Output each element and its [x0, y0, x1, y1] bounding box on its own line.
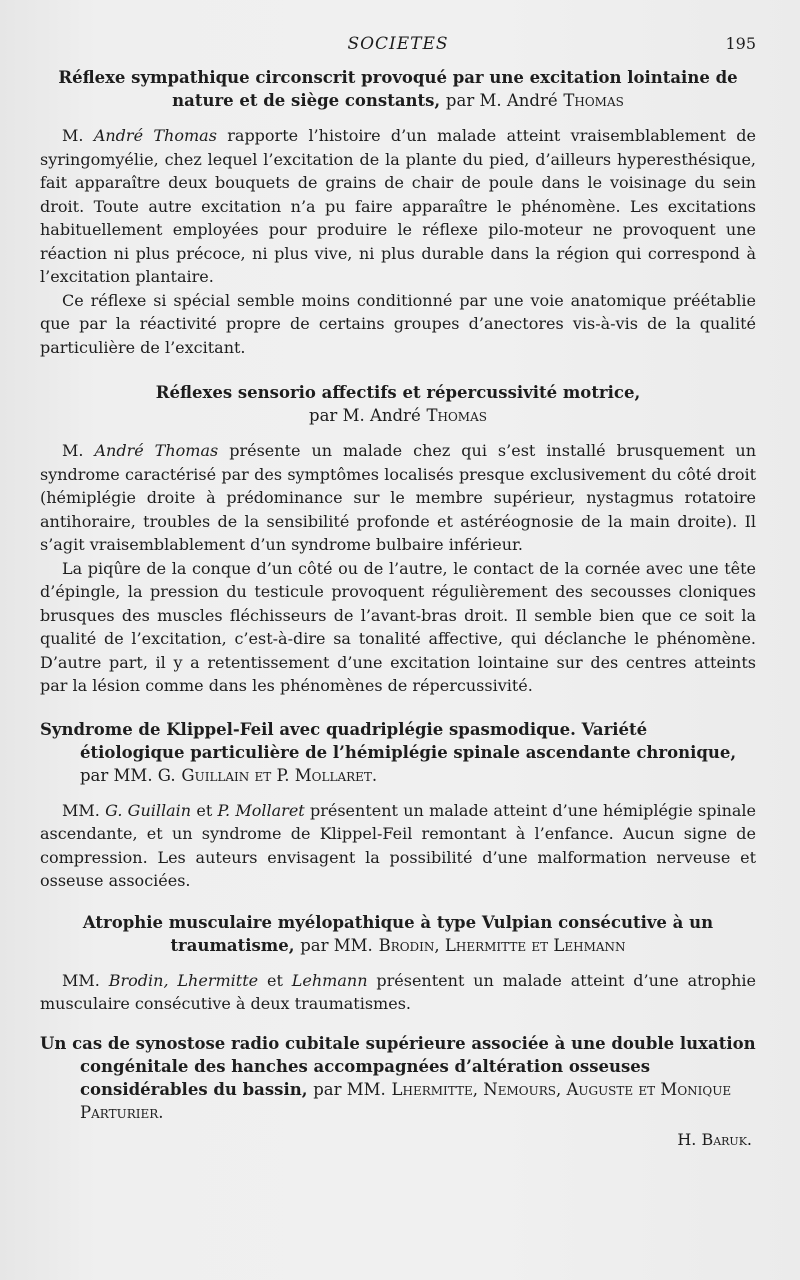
- section-title: [40, 381, 756, 427]
- author-name: Guillain et P. Mollaret.: [181, 765, 378, 785]
- section-atrophie-musculaire: [40, 911, 756, 1016]
- author-italic: P. Mollaret: [217, 800, 305, 820]
- para-text: présente un malade chez qui s’est installé brusquement un syndrome caractérisé par des symptômes localisés presque exclusivement du côté droit (hémiplégie droite à prédominance sur le membre supérieur, nystagmus rotatoire antihoraire, troubles de la sensibilité profonde et astéréognosie de la main droite). Il s’agit vraisemblablement d’un syndrome bulbaire inférieur.: [40, 441, 757, 554]
- paragraph: [40, 439, 756, 557]
- section-reflexes-sensorio: [40, 381, 756, 698]
- paragraph: [40, 969, 756, 1016]
- paragraph: [40, 124, 756, 289]
- title-text: Syndrome de Klippel-Feil avec quadriplégie spasmodique. Variété étiologique particulière de l’hémiplégie spinale ascendante chronique,: [40, 719, 737, 762]
- para-text: présentent un malade atteint d’une hémiplégie spinale ascendante, et un syndrome de Klippel-Feil remontant à l’enfance. Aucun signe de compression. Les auteurs envisagent la possibilité d’une malformation nerveuse et osseuse associées.: [40, 800, 757, 890]
- section-title: [40, 1032, 756, 1124]
- section-title: [40, 911, 756, 957]
- byline-prefix: par M. André: [309, 406, 421, 425]
- para-lead: M.: [62, 126, 84, 145]
- author-italic: Lehmann: [291, 970, 368, 990]
- section-klippel-feil: [40, 718, 756, 893]
- title-text: Un cas de synostose radio cubitale supérieure associée à une double luxation congénitale des hanches accompagnées d’altération osseuses considérables du bassin,: [40, 1033, 756, 1099]
- paragraph: Ce réflexe si spécial semble moins conditionné par une voie anatomique préétablie que par la réactivité propre de certains groupes d’anectores vis-à-vis de la qualité particulière de l’excitant.: [40, 290, 756, 357]
- author-italic: G. Guillain: [105, 800, 192, 820]
- para-text: rapporte l’histoire d’un malade atteint vraisemblablement de syringomyélie, chez lequel l’excitation de la plante du pied, d’ailleurs hyperesthésique, fait apparaître deux bouquets de grains de chair de poule dans le voisinage du sein droit. Toute autre excitation n’a pu faire apparaître le phénomène. Les excitations habituellement employées pour produire le réflexe pilo-moteur ne provoquent une réaction ni plus précoce, ni plus vive, ni plus durable dans la région qui correspond à l’excitation plantaire.: [40, 126, 756, 286]
- byline-prefix: par M. André: [445, 91, 558, 110]
- para-conj: et: [266, 970, 283, 990]
- byline-prefix: par MM.: [300, 935, 373, 955]
- section-body: [40, 124, 756, 359]
- section-title: [40, 718, 756, 787]
- section-body: [40, 969, 756, 1016]
- section-synostose: [40, 1032, 756, 1124]
- para-text: présentent un malade atteint d’une atrophie musculaire consécutive à deux traumatismes.: [40, 970, 756, 1013]
- para-lead: M.: [62, 441, 84, 460]
- author-name: Thomas: [563, 91, 624, 110]
- title-text: Atrophie musculaire myélopathique à type Vulpian consécutive à un traumatisme,: [82, 912, 714, 955]
- byline-prefix: par MM. G.: [80, 765, 176, 785]
- author-italic: André Thomas: [94, 441, 219, 460]
- signature: H. Baruk.: [677, 1129, 752, 1149]
- author-name: Brodin, Lhermitte et Lehmann: [378, 935, 626, 955]
- author-italic: Brodin, Lhermitte: [108, 970, 259, 990]
- para-lead: MM.: [62, 970, 100, 990]
- paragraph: [40, 799, 756, 893]
- paragraph: La piqûre de la conque d’un côté ou de l’autre, le contact de la cornée avec une tête d’épingle, la pression du testicule provoquent régulièrement des secousses cloniques brusques des muscles fléchisseurs de l’avant-bras droit. Il semble bien que ce soit la qualité de l’excitation, c’est-à-dire sa tonalité affective, qui déclanche le phénomène. D’autre part, il y a retentissement d’une excitation lointaine sur des centres atteints par la lésion comme dans les phénomènes de répercussivité.: [40, 558, 756, 695]
- page-number: 195: [725, 34, 756, 53]
- section-body: [40, 439, 756, 698]
- byline-prefix: par MM.: [313, 1079, 386, 1099]
- author-italic: André Thomas: [93, 126, 217, 145]
- title-text: Réflexes sensorio affectifs et répercussivité motrice,: [155, 383, 641, 402]
- section-body: [40, 799, 756, 893]
- page-header: [40, 30, 756, 58]
- section-title: [40, 66, 756, 112]
- author-name: Lhermitte, Nemours, Auguste et Monique Parturier.: [80, 1079, 732, 1122]
- para-conj: et: [196, 800, 213, 820]
- running-title: SOCIETES: [347, 34, 449, 54]
- para-lead: MM.: [62, 800, 100, 820]
- title-text: Réflexe sympathique circonscrit provoqué par une excitation lointaine de nature et de siège constants,: [58, 68, 738, 110]
- author-name: Thomas: [426, 406, 487, 425]
- section-reflexe-sympathique: [40, 66, 756, 359]
